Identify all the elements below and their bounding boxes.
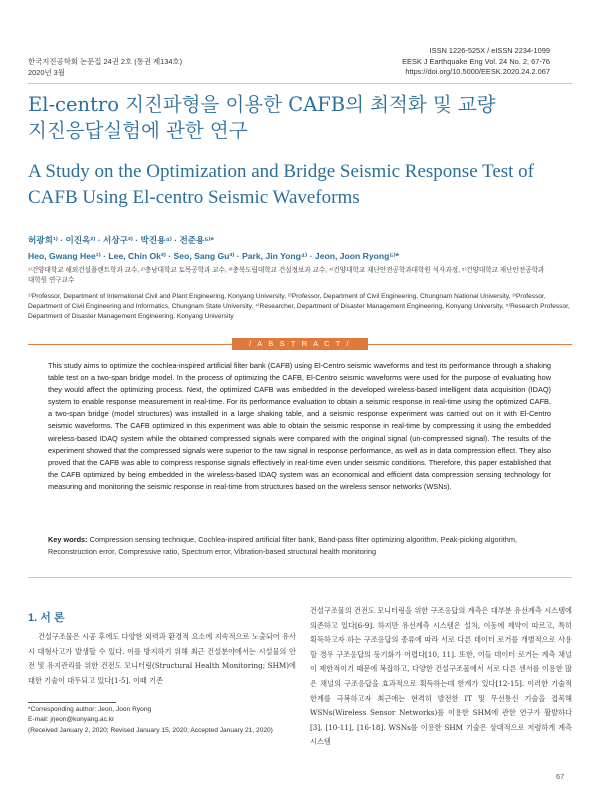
- authors-korean: 허광희¹⁾ · 이진옥²⁾ · 서상구³⁾ · 박진용⁴⁾ · 전준용⁵⁾*: [28, 235, 214, 245]
- title-english-line1: A Study on the Optimization and Bridge Seismic Response Test of: [28, 161, 534, 182]
- received-dates: (Received January 2, 2020; Revised January 15, 2020; Accepted January 21, 2020): [28, 726, 273, 734]
- section-heading-introduction: 1. 서 론: [28, 612, 65, 624]
- title-korean-line2: 지진응답실험에 관한 연구: [28, 119, 248, 142]
- title-korean-line1: El-centro 지진파형을 이용한 CAFB의 최적화 및 교량: [28, 93, 496, 116]
- affiliations-korean: ¹⁾건양대학교 해외건설플랜트학과 교수, ²⁾충남대학교 토목공학과 교수, ³⁾충북도립대학교 건설정보과 교수, ⁴⁾건양대학교 재난안전공학과대학원 석사과정, ⁵⁾건양대학교 재난안전공학과대학원 연구교수: [28, 267, 545, 284]
- doi-link[interactable]: https://doi.org/10.5000/EESK.2020.24.2.067: [405, 67, 550, 76]
- keywords: [48, 534, 558, 558]
- intro-left-column: 건설구조물은 시공 후에도 다양한 외력과 환경적 요소에 지속적으로 노출되어 유사 시 대형사고가 발생할 수 있다. 이를 방지하기 위해 최근 건설분야에서는 시설물의 안전 및 유지관리를 위한 건전도 모니터링(Structural Health Monitoring; SHM)에 대한 기술이 대두되고 있다[1-5]. 이때 기존: [28, 632, 296, 685]
- title-english: [28, 159, 548, 211]
- title-korean: [28, 92, 548, 144]
- footnote: [28, 705, 298, 736]
- keywords-list: Compression sensing technique, Cochlea-inspired artificial filter bank, Band-pass filter optimizing algorithm, Peak-picking algorithm, Reconstruction error, Compressive ratio, Spectrum error, Vibration-based structural health monitoring: [48, 535, 518, 556]
- title-english-line2: CAFB Using El-centro Seismic Waveforms: [28, 187, 360, 208]
- footnote-rule: [28, 702, 116, 703]
- abstract-banner: [0, 338, 600, 350]
- abstract-label: / A B S T R A C T /: [232, 338, 368, 350]
- journal-header-left: [28, 57, 182, 78]
- issn: ISSN 1226-525X / eISSN 2234-1099: [429, 46, 550, 55]
- corresponding-email[interactable]: E-mail: jrjeon@konyang.ac.kr: [28, 716, 115, 724]
- abstract-divider: [28, 577, 572, 578]
- journal-name-ko: 한국지진공학회 논문집 24권 2호 (통권 제134호): [28, 57, 183, 66]
- corresponding-author: *Corresponding author: Jeon, Joon Ryong: [28, 706, 152, 713]
- abstract-text: This study aims to optimize the cochlea-inspired artificial filter bank (CAFB) using El-Centro seismic waveforms and test its performance through a shaking table test on a two-span bridge model. In the process of optimizing the CAFB, El-Centro seismic waveforms were used for the purpose of evaluating how they would affect the optimizing process. Next, the optimized CAFB was embedded in the developed wireless-based intelligent data acquisition (IDAQ) system to enable response measurement in real-time. For its performance evaluation to obtain a seismic response in real-time using the optimized CAFB, a two-span bridge (model structures) was installed in a large shaking table, and a seismic response experiment was carried out on it with El-Centro seismic waveforms. The CAFB optimized in this experiment was able to obtain the seismic response in real-time by compressing it using the embedded wireless-based IDAQ system while the obtained compressed signals were compared with the original signal (un-compressed signal). The results of the experiment showed that the compressed signals were superior to the raw signal in response performance, as well as in data compression effect. They also proved that the CAFB was able to compress response signals effectively in real-time even under seismic conditions. Therefore, this paper established that the CAFB optimized by being embedded in the wireless-based IDAQ system was an economical and efficient data compression sensing technology for measuring and monitoring the seismic response in real-time from structures based on the wireless sensor networks (WSNs).: [48, 361, 551, 491]
- page-number: 67: [556, 772, 565, 781]
- journal-header-right: [402, 46, 550, 78]
- authors-english: Heo, Gwang Hee¹⁾ · Lee, Chin Ok²⁾ · Seo, Sang Gu³⁾ · Park, Jin Yong⁴⁾ · Jeon, Joon Ryong⁵⁾*: [28, 251, 399, 261]
- journal-name-en: EESK J Earthquake Eng Vol. 24 No. 2, 67-76: [402, 56, 550, 66]
- header-divider: [28, 83, 572, 84]
- abstract-banner-line-right: [368, 344, 572, 345]
- keywords-label: Key words:: [48, 535, 88, 544]
- abstract-banner-line-left: [28, 344, 232, 345]
- journal-date-ko: 2020년 3월: [28, 67, 65, 77]
- affiliations-english: ¹⁾Professor, Department of International Civil and Plant Engineering, Konyang University, ²⁾Professor, Department of Civil Engineering, Chungnam National University, ³⁾Professor, Department of Civil Engineering and Informatics, Chungnam State University, ⁴⁾Researcher, Department of Disaster Management Engineering, Konyang University, ⁵⁾Research Professor, Department of Disaster Management Engineering, Konyang University: [28, 293, 570, 320]
- intro-right-column: 건설구조물의 건전도 모니터링을 위한 구조응답의 계측은 대부분 유선계측 시스템에 의존하고 있다[6-9]. 하지만 유선계측 시스템은 설치, 이동에 제약이 따르고, 특히 획득하고자 하는 구조응답의 종류에 따라 서로 다른 데이터 로거를 개별적으로 사용할 경우 구조응답의 동기화가 어렵다[10, 11]. 또한, 이들 데이터 로거는 계측 채널이 제한적이기 때문에 복잡하고, 다양한 건설구조물에서 서로 다른 센서를 이용한 많은 채널의 구조응답을 효과적으로 획득하는데 한계가 있다[12-15]. 이러한 기술적 한계를 극복하고자 최근에는 현격히 발전한 IT 및 무선통신 기술을 접목해 WSNs(Wireless Sensor Networks)를 이용한 SHM에 관한 연구가 활발하다[3], [10-11], [16-18]. WSNs를 이용한 SHM 기술은 상대적으로 저렴하게 계측 시스템: [310, 606, 572, 747]
